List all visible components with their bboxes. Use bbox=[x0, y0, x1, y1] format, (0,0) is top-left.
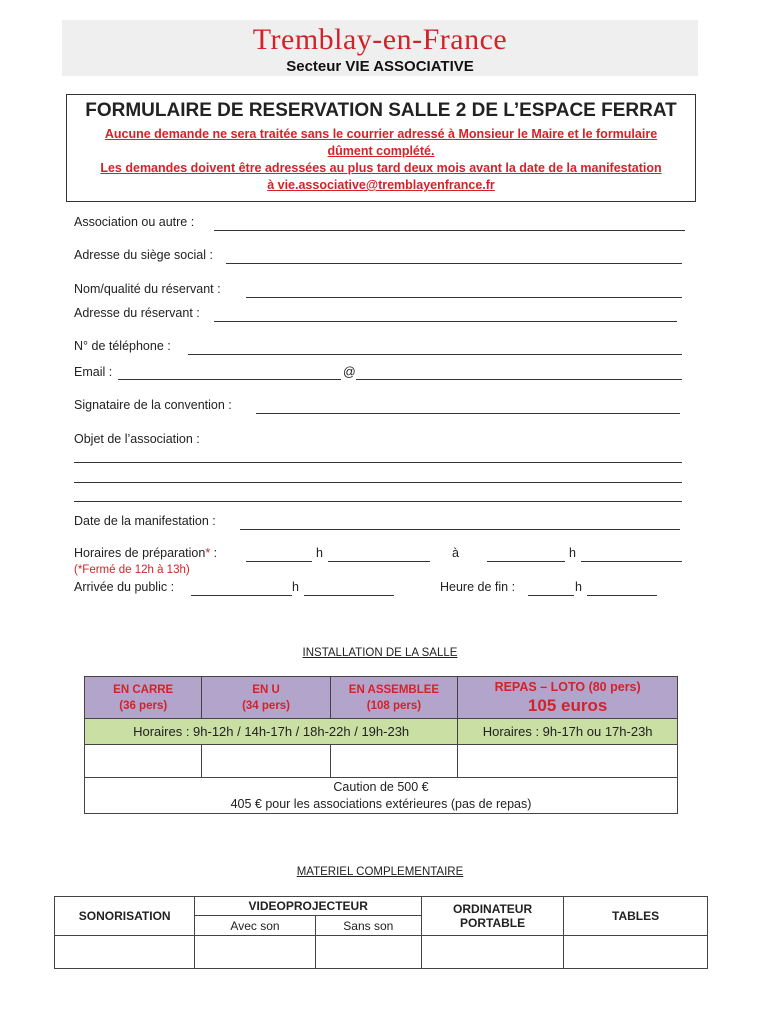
label-signataire: Signataire de la convention : bbox=[74, 398, 232, 412]
arrivee-h: h bbox=[292, 580, 299, 594]
checkbox-carre[interactable] bbox=[85, 745, 202, 778]
notice-line-3: Les demandes doivent être adressées au plus tard deux mois avant la date de la manifestation bbox=[100, 161, 662, 175]
title-box bbox=[66, 94, 696, 202]
brand-logo-text: Tremblay-en-France bbox=[252, 23, 508, 56]
form-title: FORMULAIRE DE RESERVATION SALLE 2 DE L’ESPACE FERRAT bbox=[85, 100, 677, 121]
input-association[interactable] bbox=[214, 230, 685, 231]
email-at-sign: @ bbox=[343, 365, 356, 379]
input-arrivee-h[interactable] bbox=[191, 595, 292, 596]
option-assemblee[interactable] bbox=[330, 677, 458, 719]
notice-line-2: dûment complété. bbox=[327, 144, 435, 158]
label-horaires bbox=[74, 546, 217, 560]
label-objet: Objet de l’association : bbox=[74, 432, 200, 446]
input-adresse[interactable] bbox=[214, 321, 677, 322]
checkbox-en-u[interactable] bbox=[202, 745, 330, 778]
option-carre[interactable] bbox=[85, 677, 202, 719]
horaires-colon: : bbox=[210, 546, 218, 560]
input-horaires-end-h[interactable] bbox=[487, 561, 565, 562]
input-nom[interactable] bbox=[246, 297, 682, 298]
input-horaires-start-h[interactable] bbox=[246, 561, 312, 562]
installation-table bbox=[84, 676, 678, 814]
materiel-table bbox=[54, 896, 708, 969]
option-repas-loto[interactable] bbox=[458, 677, 678, 719]
input-siege[interactable] bbox=[226, 263, 682, 264]
input-horaires-start-min[interactable] bbox=[328, 561, 430, 562]
carre-capacity: (36 pers) bbox=[119, 699, 168, 712]
input-horaires-end-min[interactable] bbox=[581, 561, 682, 562]
horaires-asterisk: * bbox=[205, 546, 211, 560]
label-telephone: N° de téléphone : bbox=[74, 339, 171, 353]
assemblee-label: EN ASSEMBLEE bbox=[348, 683, 440, 696]
caution-cell bbox=[85, 778, 678, 814]
checkbox-assemblee[interactable] bbox=[330, 745, 458, 778]
label-arrivee: Arrivée du public : bbox=[74, 580, 175, 594]
input-sans-son[interactable] bbox=[315, 936, 421, 969]
label-adresse: Adresse du réservant : bbox=[74, 306, 200, 320]
fin-h: h bbox=[575, 580, 582, 594]
label-date: Date de la manifestation : bbox=[74, 514, 216, 528]
input-objet-line-2[interactable] bbox=[74, 482, 682, 483]
label-association: Association ou autre : bbox=[74, 215, 195, 229]
notice-line-4: à vie.associative@tremblayenfrance.fr bbox=[267, 178, 495, 192]
input-objet-line-1[interactable] bbox=[74, 462, 682, 463]
assemblee-capacity: (108 pers) bbox=[366, 699, 422, 712]
repas-price: 105 euros bbox=[527, 695, 608, 715]
ordinateur-line-2: PORTABLE bbox=[460, 916, 526, 930]
label-nom: Nom/qualité du réservant : bbox=[74, 282, 221, 296]
label-fin: Heure de fin : bbox=[440, 580, 516, 594]
input-date[interactable] bbox=[240, 529, 680, 530]
materiel-title: MATERIEL COMPLEMENTAIRE bbox=[296, 866, 464, 878]
installation-title: INSTALLATION DE LA SALLE bbox=[302, 647, 458, 659]
input-tables[interactable] bbox=[564, 936, 708, 969]
horaires-h-1: h bbox=[316, 546, 323, 560]
ferme-note: (*Fermé de 12h à 13h) bbox=[74, 564, 190, 576]
header-videoprojecteur: VIDEOPROJECTEUR bbox=[195, 897, 422, 916]
repas-label: REPAS – LOTO (80 pers) bbox=[494, 679, 641, 694]
caution-line-1: Caution de 500 € bbox=[333, 779, 429, 794]
horaires-text: Horaires de préparation bbox=[74, 546, 206, 560]
label-siege: Adresse du siège social : bbox=[74, 248, 213, 262]
header-banner bbox=[62, 20, 698, 76]
input-sonorisation[interactable] bbox=[55, 936, 195, 969]
input-email-user[interactable] bbox=[118, 379, 341, 380]
caution-line-2: 405 € pour les associations extérieures (pas de repas) bbox=[230, 796, 532, 811]
horaires-a: à bbox=[452, 546, 459, 560]
input-signataire[interactable] bbox=[256, 413, 680, 414]
carre-label: EN CARRE bbox=[113, 683, 174, 696]
ordinateur-line-1: ORDINATEUR bbox=[453, 902, 533, 916]
header-avec-son: Avec son bbox=[195, 916, 315, 936]
header-ordinateur bbox=[422, 897, 564, 936]
header-sans-son: Sans son bbox=[315, 916, 421, 936]
notice-line-1: Aucune demande ne sera traitée sans le courrier adressé à Monsieur le Maire et le formulaire bbox=[104, 127, 658, 141]
input-telephone[interactable] bbox=[188, 354, 682, 355]
option-en-u[interactable] bbox=[202, 677, 330, 719]
input-arrivee-min[interactable] bbox=[304, 595, 394, 596]
horaires-repas: Horaires : 9h-17h ou 17h-23h bbox=[458, 719, 678, 745]
sector-subtitle: Secteur VIE ASSOCIATIVE bbox=[286, 58, 474, 75]
header-sonorisation: SONORISATION bbox=[55, 897, 195, 936]
input-fin-h[interactable] bbox=[528, 595, 574, 596]
enu-capacity: (34 pers) bbox=[242, 699, 291, 712]
enu-label: EN U bbox=[252, 683, 280, 696]
input-fin-min[interactable] bbox=[587, 595, 657, 596]
input-email-domain[interactable] bbox=[356, 379, 682, 380]
label-email: Email : bbox=[74, 365, 113, 379]
header-tables: TABLES bbox=[564, 897, 708, 936]
input-ordinateur[interactable] bbox=[422, 936, 564, 969]
checkbox-repas[interactable] bbox=[458, 745, 678, 778]
input-avec-son[interactable] bbox=[195, 936, 315, 969]
horaires-h-2: h bbox=[569, 546, 576, 560]
horaires-standard: Horaires : 9h-12h / 14h-17h / 18h-22h / 19h-23h bbox=[85, 719, 458, 745]
input-objet-line-3[interactable] bbox=[74, 501, 682, 502]
